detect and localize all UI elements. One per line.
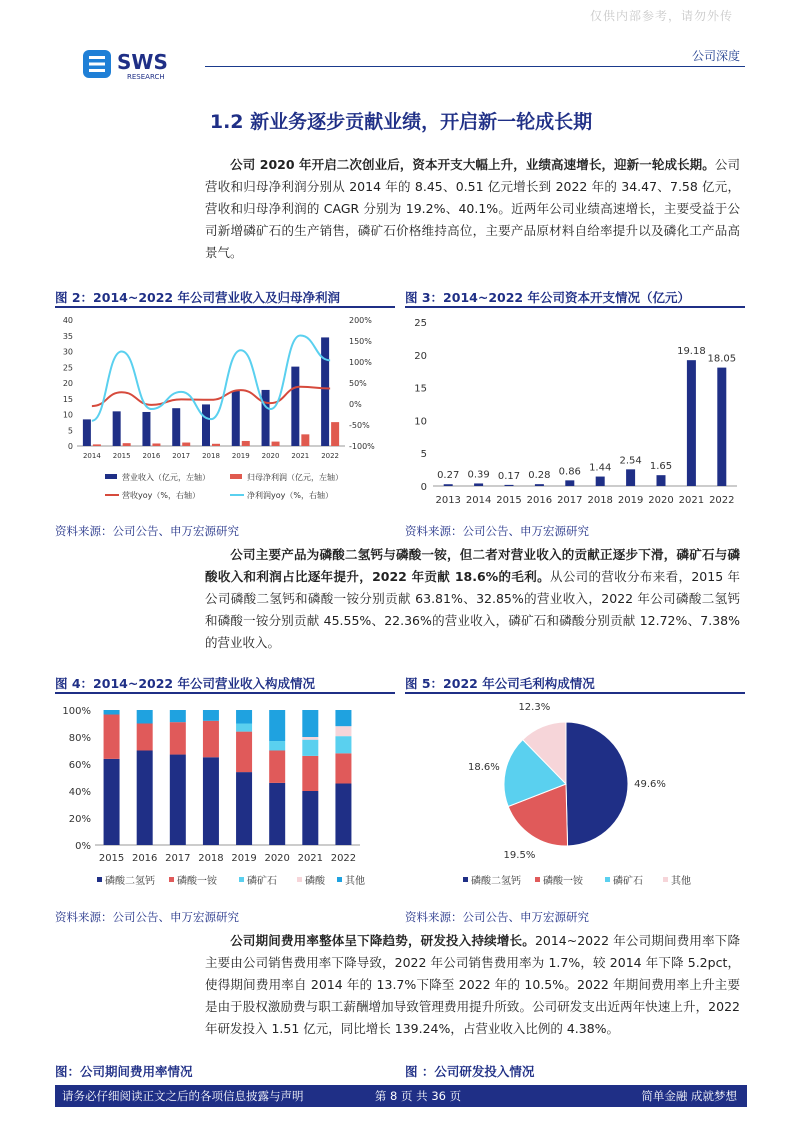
fig5-legend-label: 磷酸一铵 bbox=[543, 876, 583, 887]
fig2-x-tick: 2019 bbox=[231, 452, 250, 460]
fig2-left-tick: 15 bbox=[62, 394, 73, 404]
fig4-chart bbox=[55, 698, 395, 898]
fig3-data-label: 18.05 bbox=[707, 353, 737, 365]
fig4-bar-segment bbox=[203, 757, 219, 845]
section-title: 1.2 新业务逐步贡献业绩，开启新一轮成长期 bbox=[209, 111, 593, 133]
fig2-rule bbox=[55, 306, 395, 308]
fig3-y-tick: 20 bbox=[414, 350, 427, 362]
fig2-left-tick: 35 bbox=[62, 331, 73, 341]
fig4-bar-segment bbox=[104, 715, 120, 759]
fig4-bar-segment bbox=[335, 710, 351, 726]
fig2-bar-net-profit bbox=[272, 442, 280, 446]
paragraph-3-text: 2014~2022 年公司期间费用率下降主要由公司销售费用率下降导致，2022 年公司销售费用率为 1.7%，较 2014 年下降 5.2pct，使得期间费用率自 2014 年的 13.7%下降至 2022 年的 10.5%。2022 年期间费用率上升主要是由于股权激励费与职工薪酬增加导致管理费用提升所致。公司研发支出近两年快速上升，2022 年研发投入 1.51 亿元，同比增长 139.24%，占营业收入比例的 4.38%。 bbox=[205, 933, 740, 1036]
fig4-bar-segment bbox=[170, 722, 186, 754]
fig4-x-tick: 2019 bbox=[231, 853, 257, 864]
fig4-x-tick: 2016 bbox=[131, 853, 158, 864]
fig3-x-tick: 2015 bbox=[496, 495, 522, 506]
fig3-bar bbox=[505, 485, 514, 486]
fig4-legend-swatch bbox=[297, 877, 302, 882]
fig4-title: 图 4：2014~2022 年公司营业收入构成情况 bbox=[55, 676, 315, 691]
fig5-legend-swatch bbox=[663, 877, 668, 882]
fig5-chart bbox=[405, 698, 745, 898]
fig3-bar bbox=[565, 480, 574, 486]
fig2-legend-label: 营业收入（亿元，左轴） bbox=[122, 473, 210, 482]
fig2-legend-swatch bbox=[105, 474, 117, 479]
footer-slogan: 简单金融 成就梦想 bbox=[641, 1089, 737, 1103]
paragraph-1-text: 公司营收和归母净利润分别从 2014 年的 8.45、0.51 亿元增长到 2022 年的 34.47、7.58 亿元，营收和归母净利润的 CAGR 分别为 19.2%、40.1%。近两年公司业绩高速增长，主要受益于公司新增磷矿石的生产销售，磷矿石价格维持高位，主要产品原材料自给率提升以及磷化工产品高景气。 bbox=[205, 157, 740, 260]
fig4-bar-segment bbox=[302, 756, 318, 791]
fig4-bar-segment bbox=[335, 736, 351, 753]
fig2-x-tick: 2015 bbox=[112, 452, 131, 460]
fig5-slice-label: 12.3% bbox=[518, 702, 551, 714]
fig3-x-tick: 2022 bbox=[709, 495, 735, 506]
fig4-bar-segment bbox=[269, 741, 285, 750]
fig3-data-label: 1.65 bbox=[649, 461, 673, 473]
fig4-y-tick: 100% bbox=[62, 706, 91, 717]
fig2-bar-net-profit bbox=[182, 443, 190, 446]
fig2-left-tick: 5 bbox=[67, 426, 73, 436]
fig4-bar-segment bbox=[104, 710, 120, 715]
fig4-source: 资料来源：公司公告、申万宏源研究 bbox=[55, 910, 239, 924]
fig5-source: 资料来源：公司公告、申万宏源研究 bbox=[405, 910, 589, 924]
fig2-legend-label: 营收yoy（%，右轴） bbox=[122, 491, 200, 500]
fig2-left-tick: 40 bbox=[62, 316, 73, 325]
fig2-bar-revenue bbox=[113, 411, 121, 446]
fig2-bar-revenue bbox=[142, 412, 150, 446]
fig3-data-label: 1.44 bbox=[589, 462, 612, 474]
fig4-legend-label: 磷酸二氢钙 bbox=[105, 876, 155, 887]
fig2-bar-revenue bbox=[202, 404, 210, 446]
fig3-y-tick: 5 bbox=[420, 449, 427, 461]
fig5-title: 图 5：2022 年公司毛利构成情况 bbox=[405, 676, 595, 691]
fig2-x-tick: 2022 bbox=[321, 452, 340, 460]
fig3-bar bbox=[596, 477, 605, 486]
fig4-bar-segment bbox=[236, 772, 252, 845]
fig2-left-tick: 10 bbox=[62, 410, 73, 420]
fig2-bar-revenue bbox=[172, 408, 180, 446]
fig2-bar-revenue bbox=[83, 419, 91, 446]
fig3-bar bbox=[474, 483, 483, 486]
fig2-bar-net-profit bbox=[301, 434, 309, 446]
logo-sub: RESEARCH bbox=[127, 73, 165, 81]
fig4-x-tick: 2022 bbox=[330, 853, 357, 864]
fig3-bar bbox=[444, 484, 453, 486]
fig3-data-label: 2.54 bbox=[619, 455, 642, 467]
logo-text: SWS bbox=[117, 50, 168, 74]
fig2-right-tick: 100% bbox=[349, 358, 372, 367]
fig5-legend-label: 磷酸二氢钙 bbox=[471, 876, 521, 887]
fig2-title: 图 2：2014~2022 年公司营业收入及归母净利润 bbox=[55, 290, 340, 305]
footer-disclaimer[interactable]: 请务必仔细阅读正文之后的各项信息披露与声明 bbox=[62, 1089, 304, 1103]
fig4-bar-segment bbox=[137, 724, 153, 751]
fig4-bar-segment bbox=[137, 710, 153, 724]
fig2-left-tick: 0 bbox=[67, 442, 73, 451]
fig2-bar-net-profit bbox=[331, 422, 339, 446]
fig4-bar-segment bbox=[203, 721, 219, 757]
fig4-legend-label: 磷矿石 bbox=[247, 876, 277, 887]
fig4-x-tick: 2021 bbox=[297, 853, 324, 864]
fig4-y-tick: 20% bbox=[68, 814, 91, 825]
fig4-legend-swatch bbox=[169, 877, 174, 882]
fig4-bar-segment bbox=[302, 737, 318, 740]
header-rule bbox=[205, 66, 745, 67]
fig2-left-tick: 30 bbox=[62, 347, 73, 357]
fig3-y-tick: 10 bbox=[414, 416, 427, 428]
fig2-x-tick: 2016 bbox=[142, 452, 161, 460]
fig3-y-tick: 0 bbox=[420, 482, 427, 493]
fig5-legend-label: 其他 bbox=[671, 876, 691, 887]
fig2-x-tick: 2018 bbox=[202, 452, 220, 460]
fig4-bar-segment bbox=[335, 726, 351, 736]
fig3-x-tick: 2017 bbox=[557, 495, 583, 506]
fig3-data-label: 0.27 bbox=[437, 470, 460, 482]
fig2-left-tick: 20 bbox=[62, 379, 73, 388]
fig3-x-tick: 2013 bbox=[435, 495, 461, 506]
fig3-y-tick: 25 bbox=[414, 318, 427, 329]
fig5-rule bbox=[405, 692, 745, 694]
fig2-bar-net-profit bbox=[242, 441, 250, 446]
fig4-y-tick: 60% bbox=[68, 760, 91, 771]
fig2-right-tick: -50% bbox=[349, 421, 370, 430]
fig2-bar-revenue bbox=[232, 391, 240, 446]
watermark: 仅供内部参考，请勿外传 bbox=[590, 9, 734, 23]
fig4-bar-segment bbox=[335, 784, 351, 845]
fig2-right-tick: 0% bbox=[349, 400, 362, 409]
fig4-bar-segment bbox=[104, 759, 120, 845]
fig2-left-tick: 25 bbox=[62, 363, 73, 373]
fig4-legend-swatch bbox=[337, 877, 342, 882]
fig5-slice-label: 49.6% bbox=[634, 778, 666, 790]
fig3-data-label: 0.28 bbox=[528, 470, 551, 482]
fig4-bar-segment bbox=[269, 710, 285, 741]
fig3-x-tick: 2016 bbox=[526, 495, 553, 506]
paragraph-2-text: 从公司的营收分布来看，2015 年公司磷酸二氢钙和磷酸一铵分别贡献 63.81%、32.85%的营业收入，2022 年公司磷酸二氢钙和磷酸一铵分别贡献 45.55%、22.36%的营业收入，磷矿石和磷酸分别贡献 12.72%、7.38%的营业收入。 bbox=[205, 569, 740, 650]
sws-logo bbox=[82, 46, 192, 82]
fig2-bar-revenue bbox=[291, 367, 299, 446]
fig3-y-tick: 15 bbox=[414, 383, 427, 395]
fig5-legend-swatch bbox=[463, 877, 468, 882]
fig2-bar-revenue bbox=[262, 390, 270, 446]
fig2-x-tick: 2017 bbox=[172, 452, 191, 460]
fig5-legend-label: 磷矿石 bbox=[613, 876, 643, 887]
fig2-bar-net-profit bbox=[152, 443, 160, 446]
fig5-legend-swatch bbox=[605, 877, 610, 882]
fig6-title: 图：公司期间费用率情况 bbox=[55, 1064, 193, 1079]
fig2-legend-swatch bbox=[230, 474, 242, 479]
fig4-legend-label: 磷酸 bbox=[305, 876, 325, 887]
fig4-bar-segment bbox=[302, 710, 318, 737]
fig5-slice-label: 18.6% bbox=[468, 762, 500, 774]
fig4-y-tick: 0% bbox=[75, 841, 91, 852]
fig4-x-tick: 2015 bbox=[98, 853, 125, 864]
fig4-bar-segment bbox=[269, 783, 285, 845]
fig3-bar bbox=[717, 368, 726, 486]
fig4-bar-segment bbox=[170, 710, 186, 722]
fig4-x-tick: 2018 bbox=[198, 853, 224, 864]
header-label: 公司深度 bbox=[691, 49, 740, 63]
paragraph-2-bold: 公司主要产品为磷酸二氢钙与磷酸一铵，但二者对营业收入的贡献正逐步下滑，磷矿石与磷酸收入和利润占比逐年提升，2022 年贡献 18.6%的毛利。 bbox=[205, 547, 740, 584]
fig5-legend-swatch bbox=[535, 877, 540, 882]
fig3-chart bbox=[405, 312, 745, 512]
fig4-bar-segment bbox=[269, 751, 285, 783]
fig4-legend-label: 磷酸一铵 bbox=[177, 876, 217, 887]
fig4-rule bbox=[55, 692, 395, 694]
fig3-bar bbox=[657, 475, 666, 486]
fig2-legend-label: 净利润yoy（%，右轴） bbox=[247, 491, 333, 500]
paragraph-1-bold: 公司 2020 年开启二次创业后，资本开支大幅上升，业绩高速增长，迎新一轮成长期。 bbox=[230, 157, 715, 172]
fig3-bar bbox=[535, 484, 544, 486]
fig4-bar-segment bbox=[335, 753, 351, 783]
fig4-y-tick: 80% bbox=[68, 733, 91, 744]
fig3-bar bbox=[626, 469, 635, 486]
fig4-legend-swatch bbox=[239, 877, 244, 882]
fig2-right-tick: 50% bbox=[349, 379, 367, 388]
fig4-legend-label: 其他 bbox=[345, 876, 365, 887]
fig2-legend-label: 归母净利润（亿元，左轴） bbox=[247, 473, 343, 482]
fig3-bar bbox=[687, 360, 696, 486]
fig3-source: 资料来源：公司公告、申万宏源研究 bbox=[405, 524, 589, 538]
fig4-bar-segment bbox=[236, 724, 252, 732]
fig2-bar-net-profit bbox=[123, 443, 131, 446]
fig5-pie-slice bbox=[566, 722, 628, 846]
fig2-chart bbox=[55, 312, 395, 512]
fig7-title: 图 ：公司研发投入情况 bbox=[405, 1064, 535, 1079]
fig2-bar-net-profit bbox=[212, 444, 220, 446]
paragraph-2 bbox=[205, 544, 740, 654]
fig4-bar-segment bbox=[302, 791, 318, 845]
fig4-bar-segment bbox=[302, 740, 318, 756]
footer-page-number: 第 8 页 共 36 页 bbox=[374, 1089, 462, 1103]
fig3-rule bbox=[405, 306, 745, 308]
fig4-bar-segment bbox=[170, 755, 186, 845]
fig3-data-label: 0.17 bbox=[497, 470, 521, 482]
fig4-legend-swatch bbox=[97, 877, 102, 882]
fig2-source: 资料来源：公司公告、申万宏源研究 bbox=[55, 524, 239, 538]
paragraph-3-bold: 公司期间费用率整体呈下降趋势，研发投入持续增长。 bbox=[230, 933, 535, 948]
fig5-slice-label: 19.5% bbox=[503, 849, 536, 861]
fig4-bar-segment bbox=[236, 710, 252, 724]
fig3-data-label: 19.18 bbox=[677, 346, 706, 358]
fig4-y-tick: 40% bbox=[68, 787, 91, 798]
paragraph-3 bbox=[205, 930, 740, 1040]
fig3-x-tick: 2019 bbox=[617, 495, 644, 506]
fig3-x-tick: 2014 bbox=[465, 495, 492, 506]
fig2-right-tick: -100% bbox=[349, 442, 375, 451]
fig2-right-tick: 200% bbox=[349, 316, 372, 325]
fig2-right-tick: 150% bbox=[349, 337, 372, 346]
fig3-x-tick: 2020 bbox=[648, 495, 674, 506]
fig3-data-label: 0.39 bbox=[467, 469, 490, 481]
fig4-bar-segment bbox=[236, 732, 252, 773]
fig3-data-label: 0.86 bbox=[558, 466, 581, 478]
paragraph-1 bbox=[205, 154, 740, 264]
fig4-bar-segment bbox=[203, 710, 219, 721]
fig3-title: 图 3：2014~2022 年公司资本开支情况（亿元） bbox=[405, 290, 690, 305]
fig4-x-tick: 2020 bbox=[264, 853, 290, 864]
fig2-bar-revenue bbox=[321, 337, 329, 446]
fig2-x-tick: 2020 bbox=[261, 452, 280, 460]
fig4-x-tick: 2017 bbox=[165, 853, 191, 864]
fig2-bar-net-profit bbox=[93, 444, 101, 446]
fig3-x-tick: 2018 bbox=[587, 495, 613, 506]
fig2-x-tick: 2014 bbox=[82, 452, 101, 460]
fig2-x-tick: 2021 bbox=[291, 452, 310, 460]
fig3-x-tick: 2021 bbox=[678, 495, 705, 506]
fig4-bar-segment bbox=[137, 751, 153, 846]
